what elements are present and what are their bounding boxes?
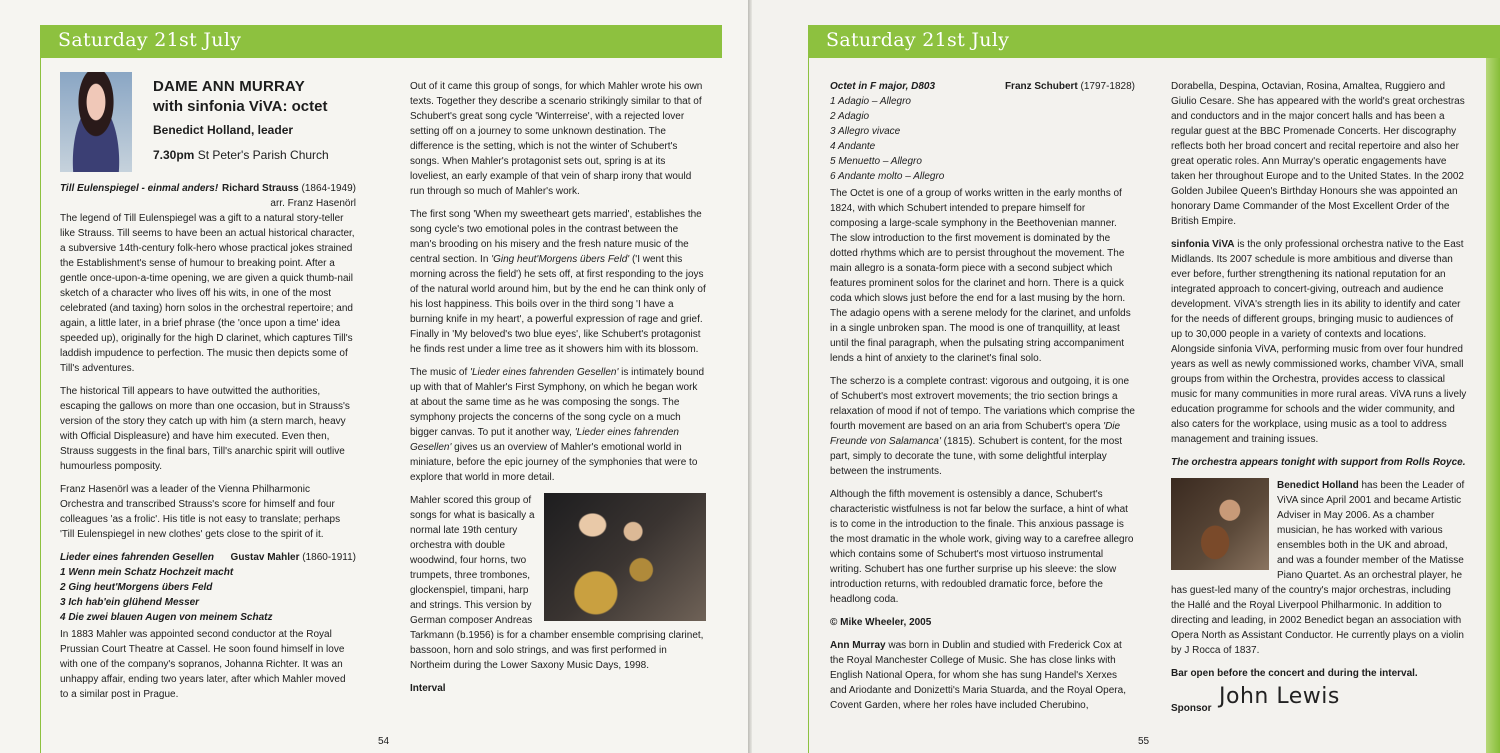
- movement-item: 2 Ging heut'Morgens übers Feld: [60, 582, 213, 593]
- movement-item: 4 Die zwei blauen Augen von meinem Schatz: [60, 612, 273, 623]
- left-margin-rule: [808, 58, 809, 753]
- orchestra-photo: [544, 493, 706, 621]
- performer-name: DAME ANN MURRAY: [153, 78, 305, 95]
- movement-item: 1 Wenn mein Schatz Hochzeit macht: [60, 567, 234, 578]
- concert-heading: [60, 72, 360, 182]
- support-note: The orchestra appears tonight with support from Rolls Royce.: [1171, 457, 1466, 468]
- movement-item: 1 Adagio – Allegro: [830, 96, 911, 107]
- body-paragraph: Franz Hasenörl was a leader of the Vienna Philharmonic Orchestra and transcribed Strauss's score for himself and four colleagues 'as a frolic'. His title is not easy to translate; perhaps 'Till Eulenspiegel in new clothes' gets close to the spirit of it.: [60, 484, 341, 540]
- leader-name: Benedict Holland, leader: [153, 123, 294, 137]
- work-title: Octet in F major, D803: [830, 81, 936, 92]
- work-heading-schubert: [830, 79, 1135, 94]
- john-lewis-logo: John Lewis: [1219, 684, 1340, 709]
- bio-paragraph: Dorabella, Despina, Octavian, Rosina, Amaltea, Ruggiero and Giulio Cesare. She has appeared with the world's great orchestras and conductors and in the major concert halls and has been a regular guest at the BBC Promenade Concerts. Her discography reflects both her broad concert and recital repertoire and also her great operatic roles. Ann Murray's operatic engagements have taken her throughout Europe and to the United States. In the 2002 Golden Jubilee Queen's Birthday Honours she was appointed an honorary Dame Commander of the Most Excellent Order of the British Empire.: [1171, 81, 1465, 227]
- work-title: Lieder eines fahrenden Gesellen: [60, 552, 214, 563]
- work-title: Till Eulenspiegel - einmal anders!: [60, 183, 219, 194]
- benedict-holland-photo: [1171, 478, 1269, 570]
- body-paragraph: The scherzo is a complete contrast: vigorous and outgoing, it is one of Schubert's most extrovert movements; the trio section brings a relaxation of mood if not of tempo. The variations which comprise the fourth movement are based on an aria from Schubert's opera 'Die Freunde von Salamanca' (1815). Schubert is content, for the most part, simply to decorate the tune, with some delightful interplay between the instruments.: [830, 376, 1135, 477]
- bio-paragraph: Benedict Holland has been the Leader of ViVA since April 2001 and became Artistic Adviser in May 2006. As a chamber musician, he has worked with various ensembles both in the UK and abroad, and was a founder member of the Matisse Piano Quartet. As an orchestral player, he has guest-led many of the country's major orchestras, including the Hallé and the Royal Liverpool Philharmonic. In addition to directing and leading, in 2002 Benedict began an association with Opera North as Assistant Conductor. He currently plays on a violin by J Rocca of 1837.: [1171, 480, 1465, 656]
- left-column-1: [60, 181, 356, 710]
- page-edge-stripe: [1486, 58, 1500, 753]
- body-paragraph: In 1883 Mahler was appointed second conductor at the Royal Prussian Court Theatre at Cassel. He soon found himself in love with one of the company's sopranos, Johanna Richter. It was an unhappy affair, ending two years later, after which Mahler moved to a similar post in Prague.: [60, 629, 346, 700]
- date-header: Saturday 21st July: [58, 29, 242, 51]
- movement-item: 4 Andante: [830, 141, 876, 152]
- work-heading-strauss: [60, 181, 356, 196]
- interval-label: Interval: [410, 683, 446, 694]
- body-paragraph: Out of it came this group of songs, for which Mahler wrote his own texts. Together they describe a scenario strikingly similar to that of Schubert's great song cycle 'Winterreise', with a rejected lover setting off on a journey to some unknown destination. The difference is the setting, which is not the winter of Schubert's songs. When Mahler's protagonist sets out, spring is at its loveliest, an early example of that vein of sharp irony that would run through so much of Mahler's work.: [410, 81, 703, 197]
- bio-paragraph: sinfonia ViVA is the only professional orchestra native to the East Midlands. Its 2007 schedule is more ambitious and diverse than ever before, further strengthening its national reputation for an integrated approach to concert-giving, outreach and audience development. ViVA's strength lies in its ability to identify and cater for the needs of different groups, bringing music to audiences of up to 30,000 people in a variety of contexts and locations. Alongside sinfonia ViVA, performing music from over four hundred years as well as newly commissioned works, chamber ViVA, small groups from within the Orchestra, provides access to classical music for many communities in more rural areas. ViVA runs a lively education programme for schools and the wider community, and also caters for the workplace, using music as a tool to address management and training issues.: [1171, 239, 1467, 445]
- arranger-credit: arr. Franz Hasenörl: [270, 198, 356, 209]
- body-paragraph: The Octet is one of a group of works written in the early months of 1824, with which Schubert intended to prepare himself for composing a large-scale symphony in the Beethovenian manner. The slow introduction to the first movement is dominated by the dotted rhythms which are to persist throughout the movement. The main allegro is a sonata-form piece with a second subject which features prominent solos for the clarinet and horn. There is a quick coda which slows just before the end for a last musing by the horn. The adagio opens with a serene melody for the clarinet, and unfolds in a single unbroken span. The mood is one of tranquillity, at least until the final paragraph, when the pulsating string accompaniment lends a hint of anxiety to the clarinet's final solo.: [830, 188, 1131, 364]
- ensemble-name: with sinfonia ViVA: octet: [153, 98, 328, 115]
- right-page: [752, 0, 1500, 753]
- movement-item: 3 Ich hab'ein glühend Messer: [60, 597, 200, 608]
- right-column-1: [830, 79, 1135, 721]
- composer-name: Franz Schubert: [1004, 81, 1078, 92]
- left-page: [0, 0, 748, 753]
- bar-note: Bar open before the concert and during the interval.: [1171, 668, 1418, 679]
- left-column-2: [410, 79, 706, 704]
- movement-item: 3 Allegro vivace: [830, 126, 901, 137]
- bio-name: Ann Murray: [830, 640, 886, 651]
- date-header: Saturday 21st July: [826, 29, 1010, 51]
- body-paragraph: Mahler scored this group of songs for what is basically a normal late 19th century orchestra with double woodwind, four horns, two trumpets, three trombones, glockenspiel, timpani, harp and strings. This version by German composer Andreas Tarkmann (b.1956) is for a chamber ensemble comprising clarinet, bassoon, horn and solo strings, and was first performed in Northeim during the Lower Saxony Music Days, 1998.: [410, 495, 704, 671]
- concert-venue: St Peter's Parish Church: [197, 148, 329, 162]
- movement-item: 5 Menuetto – Allegro: [830, 156, 922, 167]
- body-paragraph: The first song 'When my sweetheart gets married', establishes the song cycle's two emotional poles in the contrast between the man's brooding on his misery and the fresh nature music of the central section. In 'Ging heut'Morgens übers Feld' ('I went this morning across the field') he sets off, at first responding to the joys of the natural world around him, but by the end he can think only of his lost happiness. This boils over in the third song 'I have a burning knife in my heart', a powerful expression of rage and grief. Finally in 'My beloved's two blue eyes', like Schubert's protagonist he finds rest under a lime tree as it showers him with its blossom.: [410, 209, 706, 355]
- author-credit: © Mike Wheeler, 2005: [830, 617, 932, 628]
- concert-time: 7.30pm: [153, 148, 195, 162]
- composer-dates: (1797-1828): [1080, 81, 1135, 92]
- movement-list: [60, 565, 356, 625]
- page-number: 54: [378, 736, 390, 747]
- composer-dates: (1864-1949): [301, 183, 356, 194]
- left-margin-rule: [40, 58, 41, 753]
- date-header-band: [808, 25, 1500, 58]
- body-paragraph: The historical Till appears to have outwitted the authorities, escaping the gallows on more than one occasion, but in Strauss's version of the story they catch up with him (a stern march, heavy with Official Displeasure) and have him executed. Even then, Strauss suggests in the final bars, Till's anarchic spirit will outlive humourless pomposity.: [60, 386, 350, 472]
- composer-name: Gustav Mahler: [230, 552, 300, 563]
- work-heading-mahler: [60, 550, 356, 565]
- date-header-band: [40, 25, 722, 58]
- bio-name: Benedict Holland: [1277, 480, 1359, 491]
- composer-dates: (1860-1911): [302, 552, 356, 563]
- movement-item: 2 Adagio: [830, 111, 870, 122]
- body-paragraph: Although the fifth movement is ostensibly a dance, Schubert's characteristic wistfulness is not far below the surface, a hint of what is to come in the introduction to the finale. This anxious passage is the most dramatic in the whole work, giving way to a carefree allegro which contains some of Schubert's most virtuoso instrumental writing. Schubert has one further surprise up his sleeve: the slow introduction returns, with redoubled dramatic force, before the headlong coda.: [830, 489, 1134, 605]
- sponsor-label: Sponsor: [1171, 703, 1212, 714]
- sponsor-row: [1171, 684, 1467, 719]
- body-paragraph: The music of 'Lieder eines fahrenden Gesellen' is intimately bound up with that of Mahler's First Symphony, on which he began work at about the same time as he was composing the songs. The symphony projects the concerns of the song cycle on a much bigger canvas. To put it another way, 'Lieder eines fahrenden Gesellen' gives us an overview of Mahler's emotional world in miniature, before the epic journey of the symphonies that were to explore that world in more detail.: [410, 367, 705, 483]
- ann-murray-photo: [60, 72, 132, 172]
- bio-name: sinfonia ViVA: [1171, 239, 1235, 250]
- movement-item: 6 Andante molto – Allegro: [830, 171, 945, 182]
- composer-name: Richard Strauss: [222, 183, 299, 194]
- body-paragraph: The legend of Till Eulenspiegel was a gift to a natural story-teller like Strauss. Till seems to have been an actual historical character, a subversive 14th-century folk-hero whose practical jokes strained the Establishment's sense of humour to breaking point. After a gentle once-upon-a-time opening, we are given a quick thumb-nail sketch of a character who lives off his wits, in one of the most celebrated (and taxing) horn solos in the orchestral repertoire; and again, a little later, in a brief phrase (the 'once upon a time' idea speeded up), originally for the high D clarinet, which captures Till's laddish impudence to perfection. The music then depicts some of Till's adventures.: [60, 213, 355, 374]
- page-number: 55: [1138, 736, 1150, 747]
- concert-time-venue: [153, 148, 329, 162]
- bio-paragraph: Ann Murray was born in Dublin and studied with Frederick Cox at the Royal Manchester College of Music. She has close links with English National Opera, for whom she has sung Handel's Xerxes and Ariodante and Donizetti's Maria Stuarda, and the Royal Opera, Covent Garden, where her roles have included Cherubino,: [830, 640, 1126, 711]
- movement-list: [830, 94, 1135, 184]
- right-column-2: [1171, 79, 1467, 719]
